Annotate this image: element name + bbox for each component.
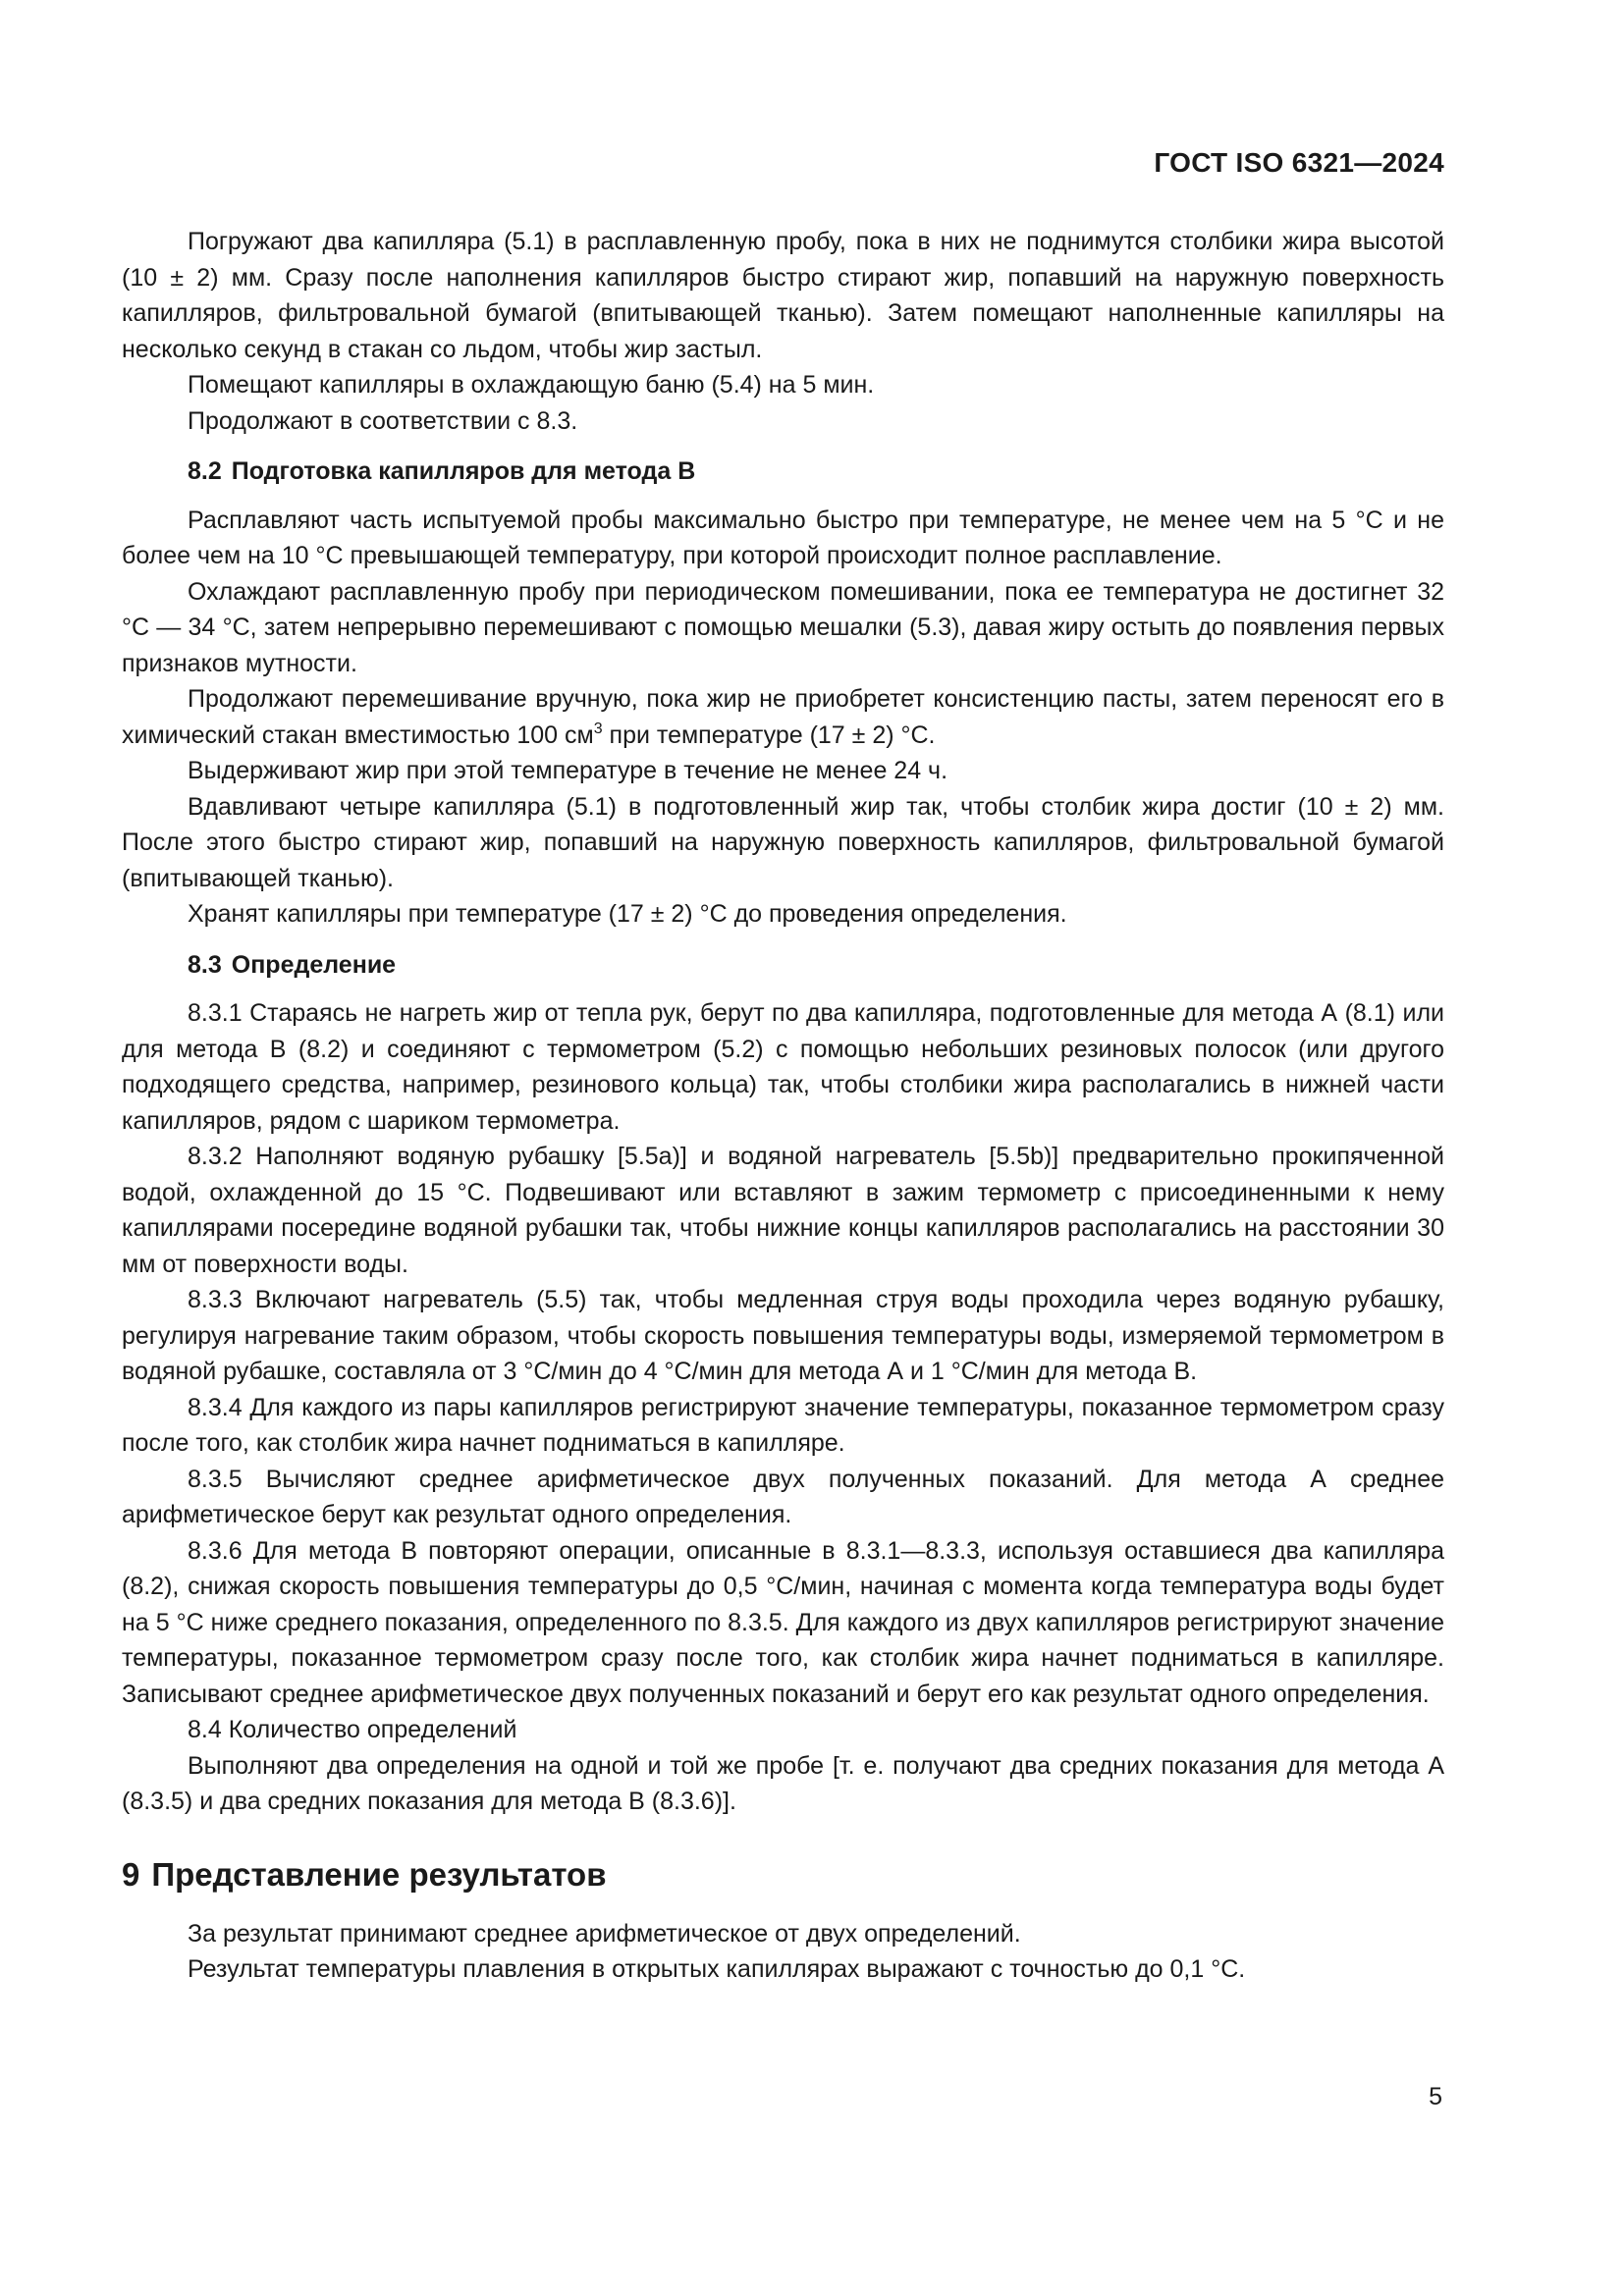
paragraph: 8.3.5 Вычисляют среднее арифметическое двух полученных показаний. Для метода А среднее арифметическое берут как результат одного определения.	[122, 1465, 1444, 1528]
paragraph: Результат температуры плавления в открытых капиллярах выражают с точностью до 0,1 °С.	[188, 1955, 1246, 1983]
paragraph: 8.3.2 Наполняют водяную рубашку [5.5a)] и водяной нагреватель [5.5b)] предварительно прокипяченной водой, охлажденной до 15 °С. Подвешивают или вставляют в зажим термометр с присоединенными к нему капиллярами посередине водяной рубашки так, чтобы нижние концы капилляров располагались на расстоянии 30 мм от поверхности воды.	[122, 1143, 1444, 1278]
paragraph: Расплавляют часть испытуемой пробы максимально быстро при температуре, не менее чем на 5 °С и не более чем на 10 °С превышающей температуру, при которой происходит полное расплавление.	[122, 506, 1444, 569]
paragraph: Помещают капилляры в охлаждающую баню (5.4) на 5 мин.	[188, 371, 875, 399]
paragraph: 8.3.6 Для метода В повторяют операции, описанные в 8.3.1—8.3.3, используя оставшиеся два капилляра (8.2), снижая скорость повышения температуры до 0,5 °С/мин, начиная с момента когда температура воды будет на 5 °С ниже среднего показания, определенного по 8.3.5. Для каждого из двух капилляров регистрируют значение температуры, показанное термометром сразу после того, как столбик жира начнет подниматься в капилляре. Записывают среднее арифметическое двух полученных показаний и берут его как результат одного определения.	[122, 1536, 1444, 1708]
paragraph: 8.3.1 Стараясь не нагреть жир от тепла рук, берут по два капилляра, подготовленные для метода А (8.1) или для метода В (8.2) и соединяют с термометром (5.2) с помощью небольших резиновых полосок (или другого подходящего средства, например, резинового кольца) так, чтобы столбики жира располагались в нижней части капилляров, рядом с шариком термометра.	[122, 999, 1444, 1135]
section-heading-9	[122, 1853, 1444, 1896]
standard-designation: ГОСТ ISO 6321—2024	[1154, 147, 1444, 178]
subsection-heading-8-4: 8.4 Количество определений	[188, 1716, 517, 1743]
section-number: 8.3	[188, 950, 222, 979]
section-heading-8-3	[122, 947, 1444, 984]
paragraph: Хранят капилляры при температуре (17 ± 2) °С до проведения определения.	[188, 900, 1067, 928]
page-content	[122, 224, 1444, 1988]
section-heading-8-2	[122, 454, 1444, 490]
section-number: 9	[122, 1855, 140, 1893]
paragraph: 8.3.3 Включают нагреватель (5.5) так, чтобы медленная струя воды проходила через водяную рубашку, регулируя нагревание таким образом, чтобы скорость повышения температуры воды, измеряемой термометром в водяной рубашке, составляла от 3 °С/мин до 4 °С/мин для метода А и 1 °С/мин для метода В.	[122, 1286, 1444, 1385]
paragraph-text: при температуре (17 ± 2) °С.	[602, 721, 936, 749]
paragraph: Продолжают в соответствии с 8.3.	[188, 406, 578, 435]
section-title: Определение	[231, 950, 397, 979]
section-title: Подготовка капилляров для метода В	[231, 457, 696, 485]
paragraph: 8.3.4 Для каждого из пары капилляров регистрируют значение температуры, показанное термометром сразу после того, как столбик жира начнет подниматься в капилляре.	[122, 1393, 1444, 1457]
page-number: 5	[1429, 2083, 1442, 2110]
paragraph: Вдавливают четыре капилляра (5.1) в подготовленный жир так, чтобы столбик жира достиг (10 ± 2) мм. После этого быстро стирают жир, попавший на наружную поверхность капилляров, фильтровальной бумагой (впитывающей тканью).	[122, 792, 1444, 892]
paragraph: Охлаждают расплавленную пробу при периодическом помешивании, пока ее температура не достигнет 32 °С — 34 °С, затем непрерывно перемешивают с помощью мешалки (5.3), давая жиру остыть до появления первых признаков мутности.	[122, 577, 1444, 677]
paragraph	[122, 681, 1444, 753]
paragraph: Погружают два капилляра (5.1) в расплавленную пробу, пока в них не поднимутся столбики жира высотой (10 ± 2) мм. Сразу после наполнения капилляров быстро стирают жир, попавший на наружную поверхность капилляров, фильтровальной бумагой (впитывающей тканью). Затем помещают наполненные капилляры на несколько секунд в стакан со льдом, чтобы жир застыл.	[122, 228, 1444, 363]
section-number: 8.2	[188, 457, 222, 485]
paragraph-text: Продолжают перемешивание вручную, пока жир не приобретет консистенцию пасты, затем переносят его в химический стакан вместимостью 100 см	[122, 685, 1444, 749]
paragraph: За результат принимают среднее арифметическое от двух определений.	[188, 1919, 1021, 1948]
superscript: 3	[593, 720, 603, 737]
paragraph: Выполняют два определения на одной и той же пробе [т. е. получают два средних показания для метода А (8.3.5) и два средних показания для метода В (8.3.6)].	[122, 1751, 1444, 1815]
section-title: Представление результатов	[151, 1855, 607, 1893]
paragraph: Выдерживают жир при этой температуре в течение не менее 24 ч.	[188, 757, 948, 784]
